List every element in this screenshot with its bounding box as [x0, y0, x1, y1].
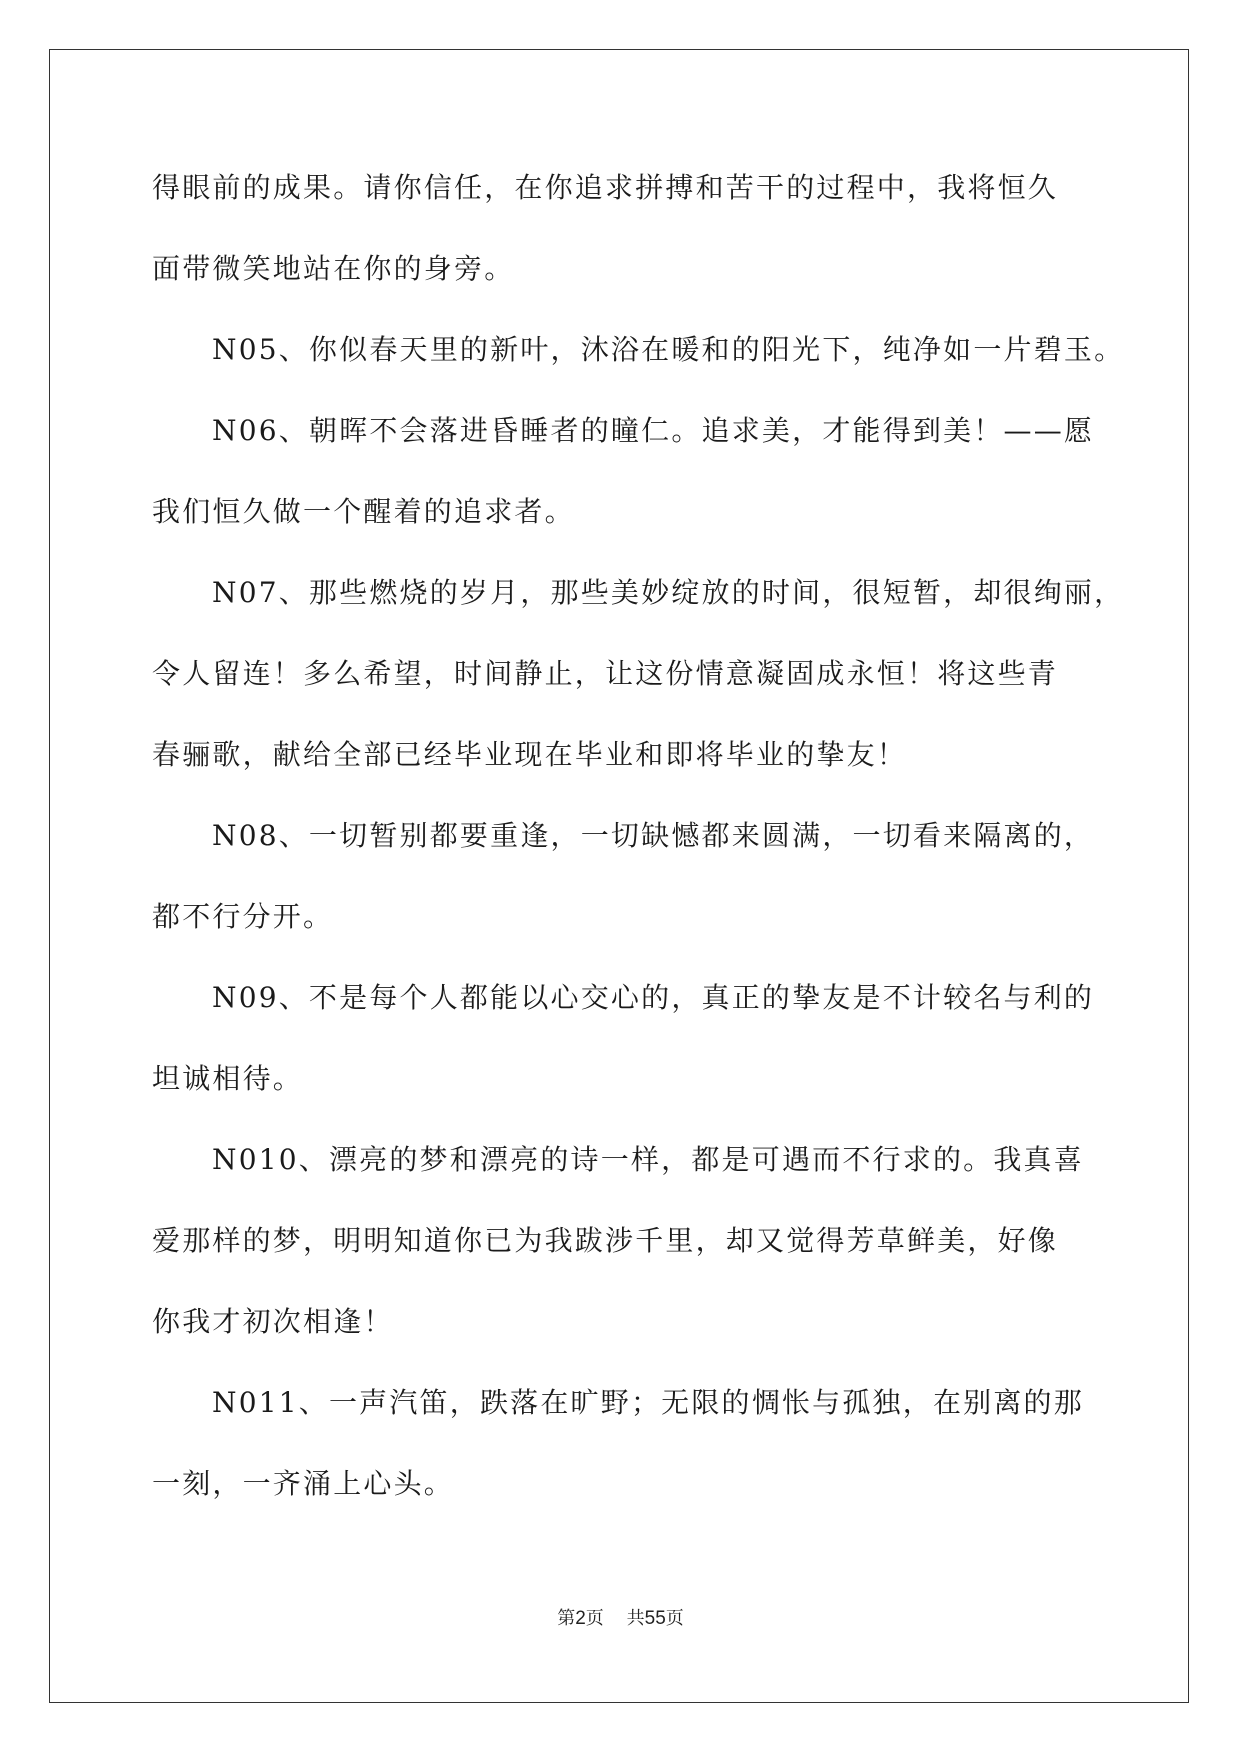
- total-suffix: 页: [665, 1608, 684, 1629]
- text-line: 都不行分开。: [152, 900, 334, 933]
- paragraph-no05: N05、你似春天里的新叶，沐浴在暖和的阳光下，纯净如一片碧玉。: [212, 333, 1125, 366]
- page-number: 2: [575, 1608, 586, 1629]
- page-footer: [0, 1604, 1241, 1630]
- text-line: 你我才初次相逢！: [152, 1305, 394, 1338]
- text-line: 春骊歌，献给全部已经毕业现在毕业和即将毕业的挚友！: [152, 738, 908, 771]
- total-pages: 55: [644, 1608, 666, 1629]
- page-border: [49, 49, 1189, 1703]
- paragraph-no07: N07、那些燃烧的岁月，那些美妙绽放的时间，很短暂，却很绚丽，: [212, 576, 1125, 609]
- page-suffix: 页: [585, 1608, 604, 1629]
- text-line: 面带微笑地站在你的身旁。: [152, 252, 515, 285]
- page-prefix: 第: [557, 1608, 576, 1629]
- paragraph-no010: N010、漂亮的梦和漂亮的诗一样，都是可遇而不行求的。我真喜: [212, 1143, 1084, 1176]
- paragraph-no08: N08、一切暂别都要重逢，一切缺憾都来圆满，一切看来隔离的，: [212, 819, 1095, 852]
- text-line: 一刻，一齐涌上心头。: [152, 1467, 455, 1500]
- text-line: 坦诚相待。: [152, 1062, 304, 1095]
- text-line: 爱那样的梦，明明知道你已为我跋涉千里，却又觉得芳草鲜美，好像: [152, 1224, 1059, 1257]
- text-line: 我们恒久做一个醒着的追求者。: [152, 495, 575, 528]
- text-line: 令人留连！多么希望，时间静止，让这份情意凝固成永恒！将这些青: [152, 657, 1059, 690]
- text-line: 得眼前的成果。请你信任，在你追求拼搏和苦干的过程中，我将恒久: [152, 171, 1059, 204]
- total-prefix: 共: [626, 1608, 645, 1629]
- paragraph-no09: N09、不是每个人都能以心交心的，真正的挚友是不计较名与利的: [212, 981, 1095, 1014]
- paragraph-no011: N011、一声汽笛，跌落在旷野；无限的惆怅与孤独，在别离的那: [212, 1386, 1084, 1419]
- paragraph-no06: N06、朝晖不会落进昏睡者的瞳仁。追求美，才能得到美！——愿: [212, 414, 1095, 447]
